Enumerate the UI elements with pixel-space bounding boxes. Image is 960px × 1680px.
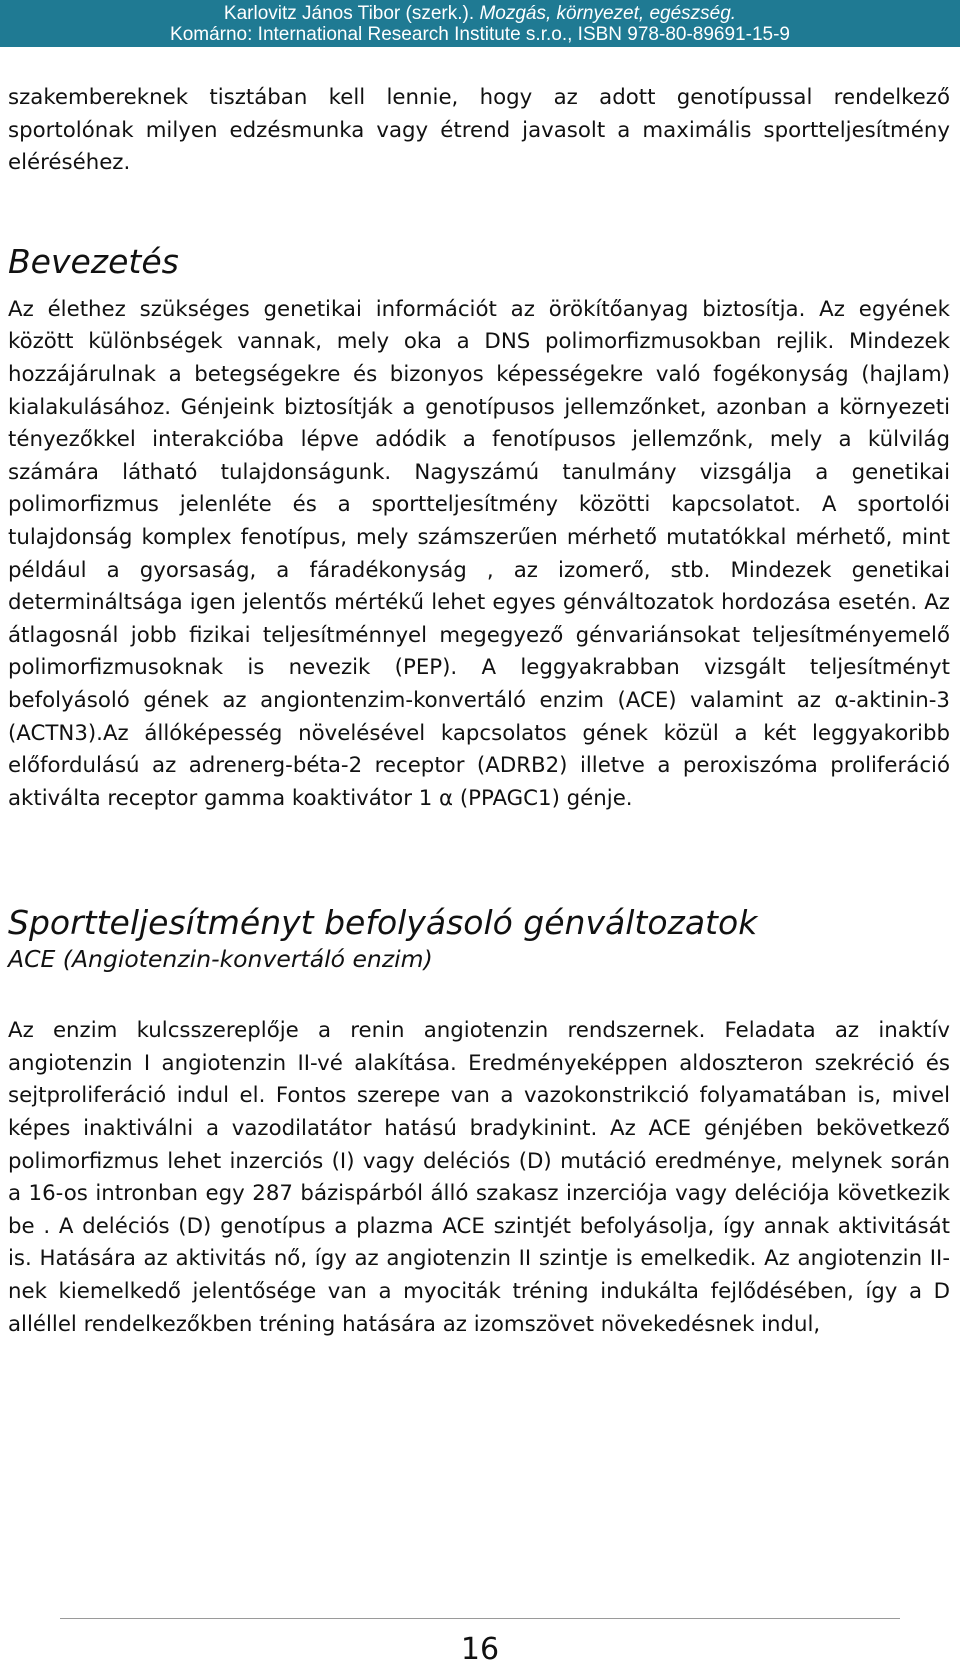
page-body — [8, 82, 950, 1341]
header-book-title: Mozgás, környezet, egészség. — [479, 3, 737, 24]
header-citation-line — [0, 3, 960, 24]
header-publisher-line: Komárno: International Research Institute s.r.o., ISBN 978-80-89691-15-9 — [170, 24, 790, 45]
page-footer — [0, 1612, 960, 1680]
intro-paragraph: szakembereknek tisztában kell lennie, hogy az adott genotípussal rendelkező sportolónak milyen edzésmunka vagy étrend javasolt a maximális sportteljesítmény eléréséhez. — [8, 85, 950, 176]
running-header — [0, 0, 960, 47]
section-heading-introduction: Bevezetés — [8, 241, 179, 281]
section-heading-gene-variants: Sportteljesítményt befolyásoló génváltozatok — [8, 903, 758, 943]
ace-paragraph: Az enzim kulcsszereplője a renin angiotenzin rendszernek. Feladata az inaktív angiotenzin I angiotenzin II-vé alakítása. Eredményeképpen aldoszteron szekréció és sejtproliferáció indul el. Fontos szerepe van a vazokonstrikció folyamatában is, mivel képes inaktiválni a vazodilatátor hatású bradykinint. Az ACE génjében bekövetkező polimorfizmus lehet inzerciós (I) vagy deléciós (D) mutáció eredménye, melynek során a 16-os intronban egy 287 bázispárból álló szakasz inzerciója vagy deléciója következik be . A deléciós (D) genotípus a plazma ACE szintjét befolyásolja, így annak aktivitását is. Hatására az aktivitás nő, így az angiotenzin II szintje is emelkedik. Az angiotenzin II-nek kiemelkedő jelentősége van a myociták tréning indukálta fejlődésében, így a D alléllel rendelkezőkben tréning hatására az izomszövet növekedésnek indul, — [8, 1018, 950, 1337]
introduction-paragraph: Az élethez szükséges genetikai információt az örökítőanyag biztosítja. Az egyének között különbségek vannak, mely oka a DNS polimorfizmusokban rejlik. Mindezek hozzájárulnak a betegségekre és bizonyos képességekre való fogékonyság (hajlam) kialakulásához. Génjeink biztosítják a genotípusos jellemzőnket, azonban a környezeti tényezőkkel interakcióba lépve adódik a fenotípusos jellemzőnk, mely a külvilág számára látható tulajdonságunk. Nagyszámú tanulmány vizsgálja a genetikai polimorfizmus jelenléte és a sportteljesítmény közötti kapcsolatot. A sportolói tulajdonság komplex fenotípus, mely számszerűen mérhető mutatókkal mérhető, mint például a gyorsaság, a fáradékonyság , az izomerő, stb. Mindezek genetikai determináltsága igen jelentős mértékű lehet egyes génváltozatok hordozása esetén. Az átlagosnál jobb fizikai teljesítménnyel megegyező génvariánsokat teljesítményemelő polimorfizmusoknak is nevezik (PEP). A leggyakrabban vizsgált teljesítményt befolyásoló gének az angiontenzim-konvertáló enzim (ACE) valamint az α-aktinin-3 (ACTN3).Az állóképesség növelésével kapcsolatos gének közül a két leggyakoribb előfordulású az adrenerg-béta-2 receptor (ADRB2) illetve a peroxiszóma proliferáció aktiválta receptor gamma koaktivátor 1 α (PPAGC1) génje. — [8, 296, 950, 811]
header-editor: Karlovitz János Tibor (szerk.). — [223, 3, 480, 24]
page-number: 16 — [460, 1632, 500, 1667]
footer-divider — [60, 1618, 900, 1619]
subsection-heading-ace: ACE (Angiotenzin-konvertáló enzim) — [8, 945, 433, 974]
